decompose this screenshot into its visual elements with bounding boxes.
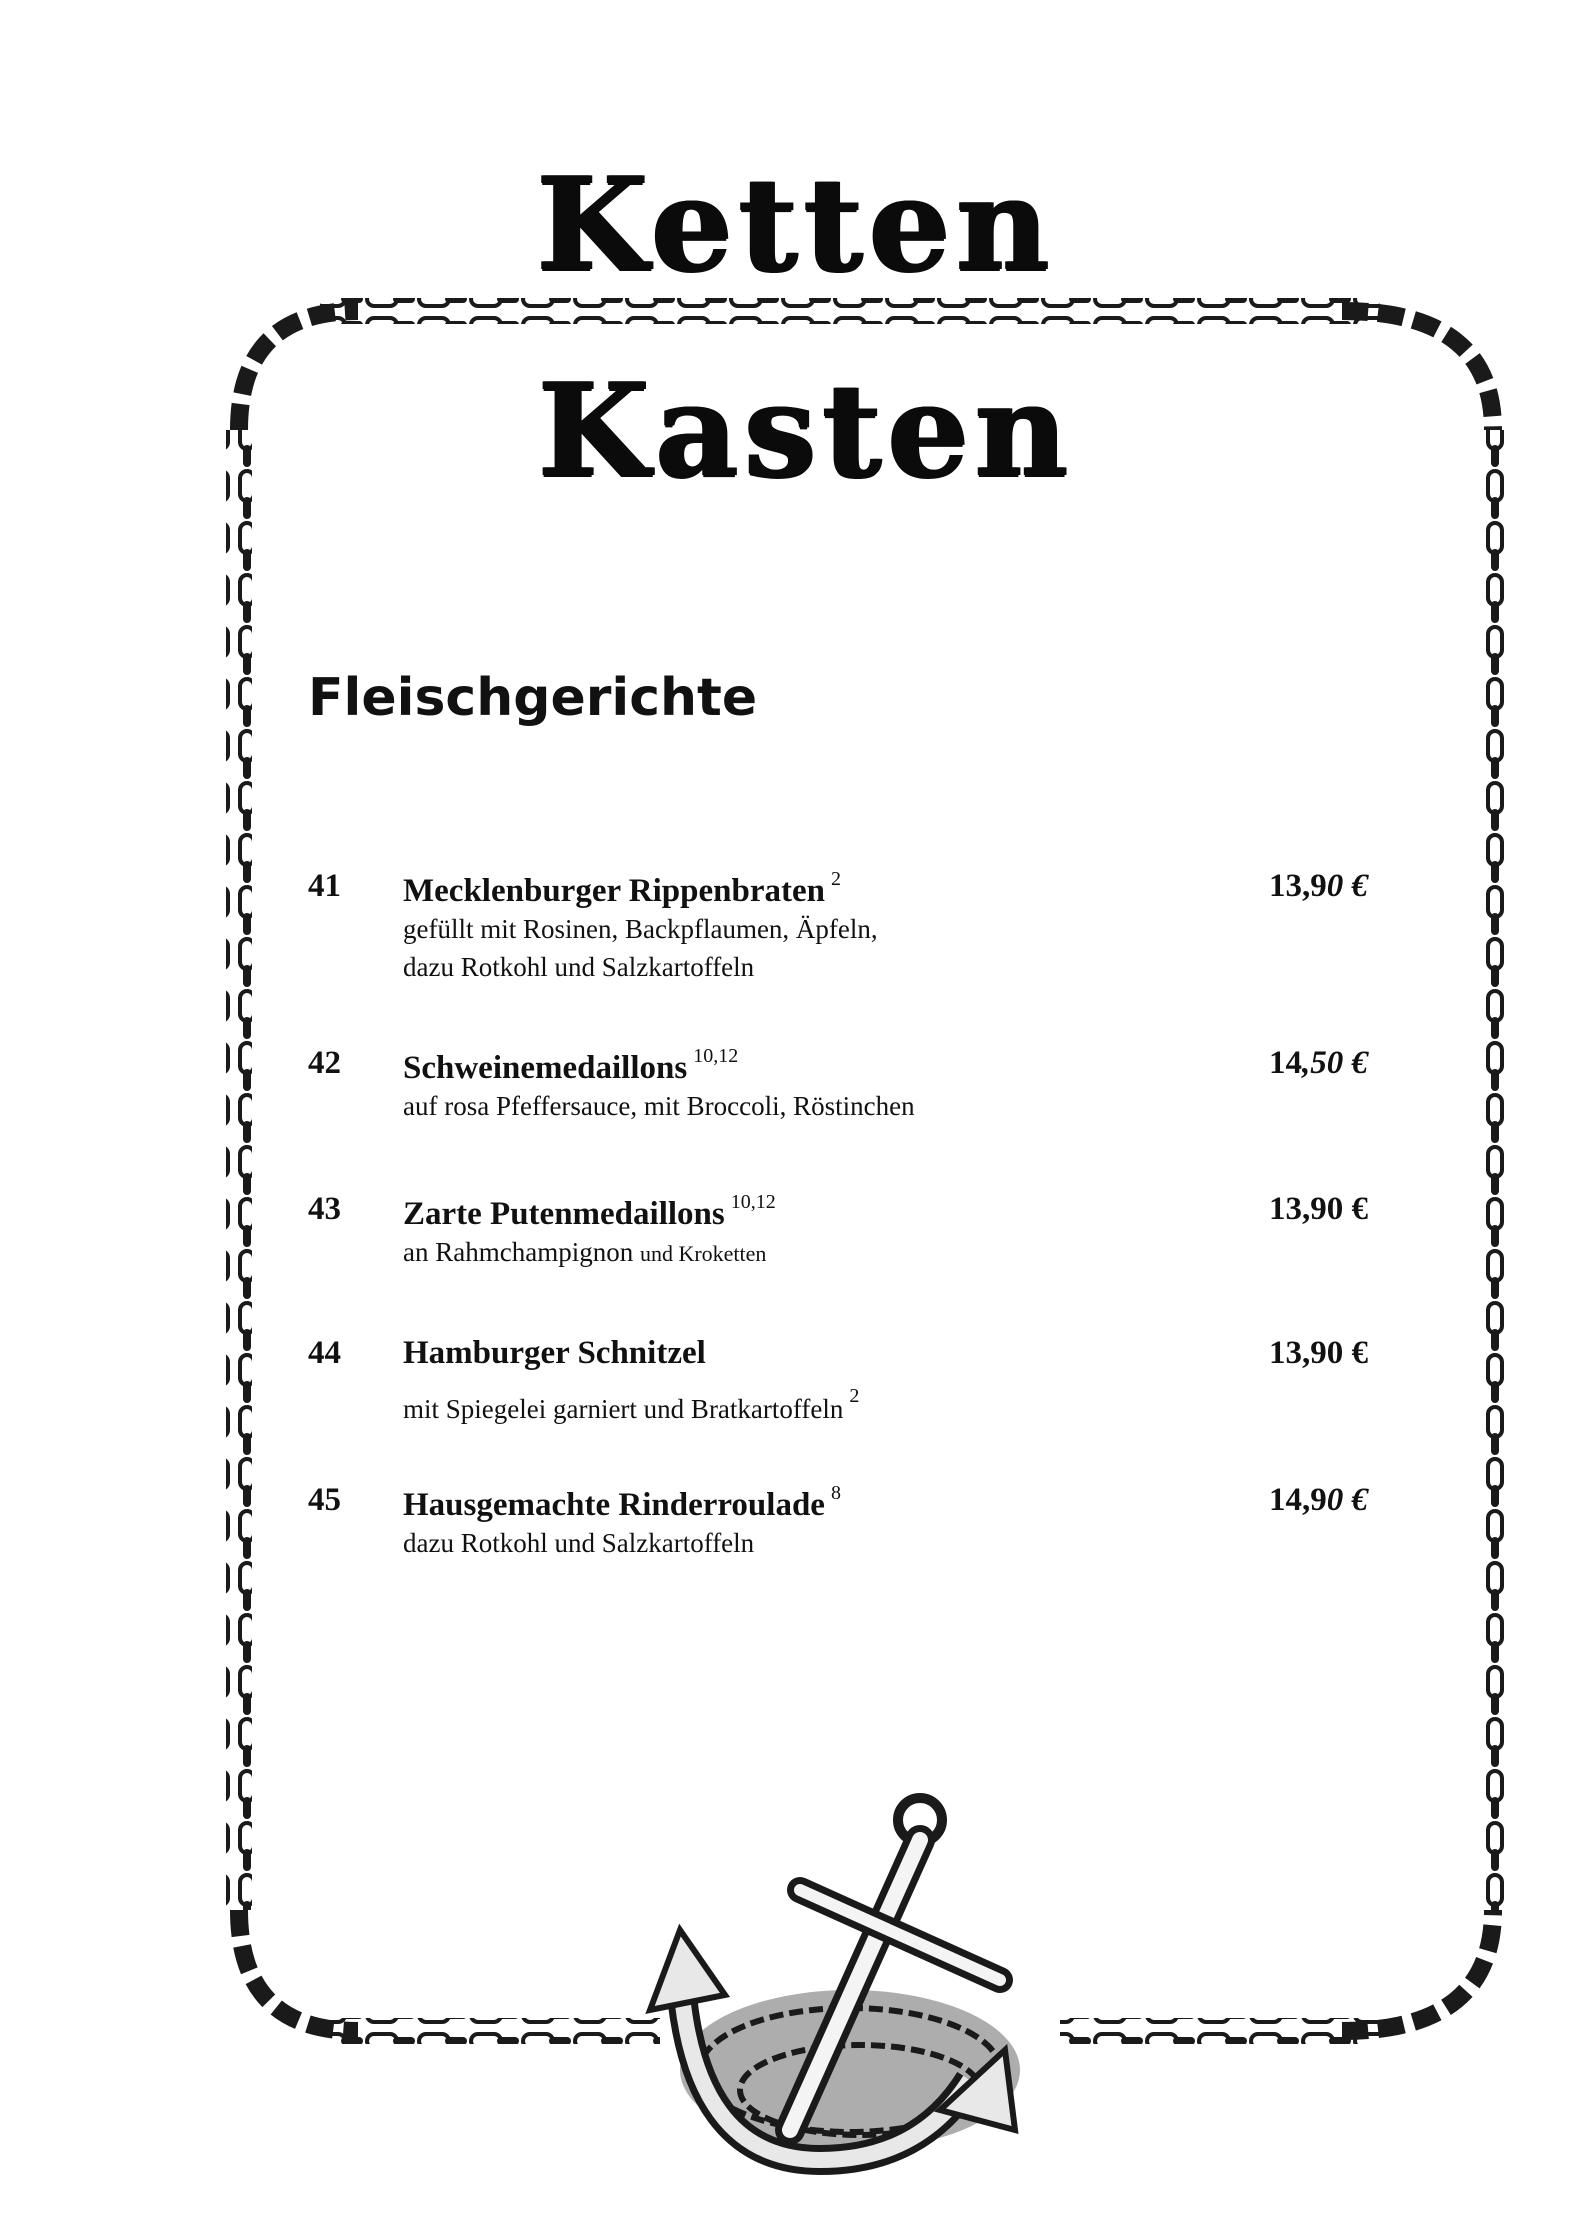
item-price: 13,90 € — [1269, 1335, 1368, 1371]
item-number: 44 — [308, 1335, 341, 1371]
item-allergens: 2 — [830, 868, 841, 890]
item-description: dazu Rotkohl und Salzkartoffeln — [403, 1528, 755, 1558]
item-allergens: 10,12 — [693, 1045, 739, 1067]
item-number: 42 — [308, 1045, 341, 1081]
item-name: Hausgemachte Rinderroulade $^8$ — [403, 1482, 841, 1523]
item-price: 14,90 € — [1269, 1482, 1368, 1518]
section-title: Fleischgerichte — [308, 668, 758, 728]
logo-line-1: Ketten — [536, 150, 1055, 300]
item-price: 13,90 € — [1269, 1191, 1368, 1227]
item-description: gefüllt mit Rosinen, Backpflaumen, Äpfeln, dazu Rotkohl und Salzkartoffeln — [403, 914, 878, 982]
item-description: mit Spiegelei garniert und Bratkartoffeln $^2$ — [403, 1385, 860, 1424]
item-description: auf rosa Pfeffersauce, mit Broccoli, Röstinchen — [403, 1091, 915, 1121]
item-allergens: 2 — [849, 1385, 860, 1407]
item-name: Hamburger Schnitzel — [403, 1335, 706, 1371]
anchor-icon — [620, 1780, 1080, 2210]
item-allergens: 8 — [830, 1482, 841, 1504]
item-description: an Rahmchampignon und Kroketten — [403, 1237, 767, 1267]
item-number: 41 — [308, 868, 341, 904]
item-number: 45 — [308, 1482, 341, 1518]
item-allergens: 10,12 — [730, 1191, 776, 1213]
item-price: 14,50 € — [1269, 1045, 1368, 1081]
logo-line-2: Kasten — [537, 356, 1074, 506]
item-name: Zarte Putenmedaillons $^{10,12}$ — [403, 1191, 776, 1232]
item-number: 43 — [308, 1191, 341, 1227]
item-name: Mecklenburger Rippenbraten $^2$ — [403, 868, 841, 909]
item-price: 13,90 € — [1269, 868, 1368, 904]
item-name: Schweinemedaillons $^{10,12}$ — [403, 1045, 739, 1086]
